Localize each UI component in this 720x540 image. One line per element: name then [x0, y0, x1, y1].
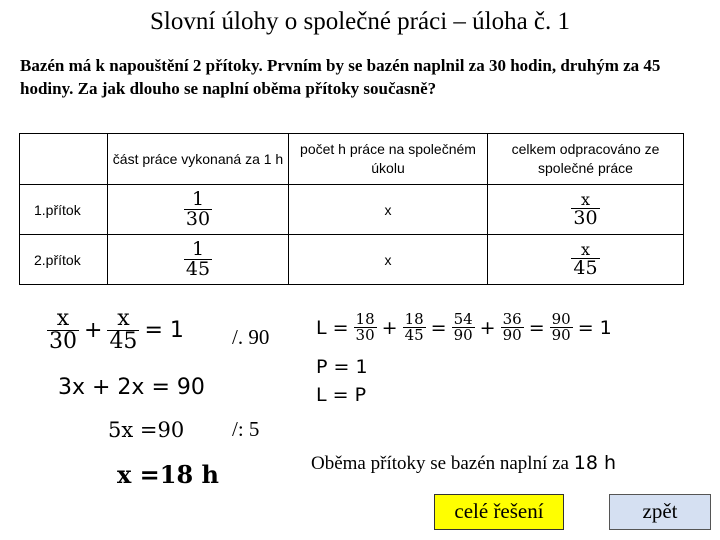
- total-cell: [488, 235, 684, 285]
- fraction-numerator: x: [107, 308, 139, 331]
- fraction-denominator: 45: [109, 329, 138, 354]
- equation-rhs: = 1: [144, 318, 184, 343]
- full-solution-button[interactable]: celé řešení: [434, 494, 564, 530]
- fraction-denominator: 30: [573, 206, 598, 229]
- header-empty: [20, 134, 108, 185]
- back-button[interactable]: zpět: [609, 494, 711, 530]
- work-table: [19, 133, 684, 285]
- fraction-denominator: 90: [453, 326, 473, 344]
- total-cell: [488, 185, 684, 235]
- fraction-denominator: 45: [404, 326, 424, 344]
- fraction-numerator: x: [47, 308, 79, 331]
- answer-text: Oběma přítoky se bazén naplní za: [311, 453, 574, 474]
- fraction-denominator: 30: [185, 208, 211, 230]
- equation-main: [47, 308, 189, 353]
- table-header-row: [20, 134, 684, 185]
- fraction: [47, 308, 79, 353]
- fraction-numerator: 1: [184, 190, 212, 210]
- problem-statement: Bazén má k napouštění 2 přítoky. Prvním by se bazén naplnil za 30 hodin, druhým za 45 hodiny. Za jak dlouho se naplní oběma přítoky současně?: [20, 56, 661, 98]
- fraction-numerator: 90: [551, 310, 571, 328]
- check-conclusion: L = P: [316, 384, 367, 406]
- fraction-denominator: 90: [551, 326, 571, 344]
- fraction-denominator: 45: [573, 256, 598, 279]
- fraction-denominator: 45: [185, 258, 211, 280]
- equation-step-3: 5x =90: [108, 418, 185, 442]
- fraction-numerator: 1: [184, 240, 212, 260]
- fraction: [184, 240, 212, 279]
- fraction-numerator: x: [571, 192, 599, 209]
- fraction: [501, 312, 524, 343]
- fraction: [571, 189, 599, 229]
- fraction-denominator: 30: [355, 326, 375, 344]
- plus-sign: +: [84, 318, 103, 343]
- fraction-numerator: x: [571, 242, 599, 259]
- row-label: 2.přítok: [20, 235, 108, 285]
- table-row: [20, 235, 684, 285]
- check-lhs: L =: [316, 316, 349, 339]
- check-line-right: P = 1: [316, 356, 368, 378]
- fraction-denominator: 30: [49, 329, 77, 354]
- fraction-numerator: 18: [355, 310, 375, 328]
- fraction: [571, 239, 599, 279]
- fraction-numerator: 18: [404, 310, 424, 328]
- part-cell: [108, 185, 289, 235]
- fraction: [107, 308, 139, 353]
- check-rhs: = 1: [577, 316, 612, 339]
- header-part-per-hour: část práce vykonaná za 1 h: [108, 134, 289, 185]
- hours-cell: x: [289, 235, 488, 285]
- fraction-denominator: 90: [502, 326, 522, 344]
- fraction: [550, 312, 573, 343]
- equation-step-2: 3x + 2x = 90: [58, 375, 205, 400]
- step-note-multiply: /. 90: [232, 325, 270, 349]
- page-title: Slovní úlohy o společné práci – úloha č. 1: [149, 8, 571, 35]
- answer-value: 18 h: [573, 452, 616, 474]
- fraction-numerator: 36: [502, 310, 522, 328]
- table-row: [20, 185, 684, 235]
- fraction-numerator: 54: [453, 310, 473, 328]
- fraction: [403, 312, 426, 343]
- equation-result: x =18 h: [117, 460, 219, 489]
- fraction: [354, 312, 377, 343]
- answer-sentence: [311, 452, 616, 475]
- step-note-divide: /: 5: [232, 417, 260, 441]
- header-hours: počet h práce na společném úkolu: [289, 134, 488, 185]
- header-total: celkem odpracováno ze společné práce: [488, 134, 684, 185]
- part-cell: [108, 235, 289, 285]
- fraction: [452, 312, 475, 343]
- fraction: [184, 190, 212, 229]
- check-line-left: L = $\frac{18}{30}$ + $\frac{18}{45}$ = $\frac{54}{90}$ + $\frac{36}{90}$ = $\frac{90}{90}$ = 1: [316, 310, 612, 344]
- row-label: 1.přítok: [20, 185, 108, 235]
- hours-cell: x: [289, 185, 488, 235]
